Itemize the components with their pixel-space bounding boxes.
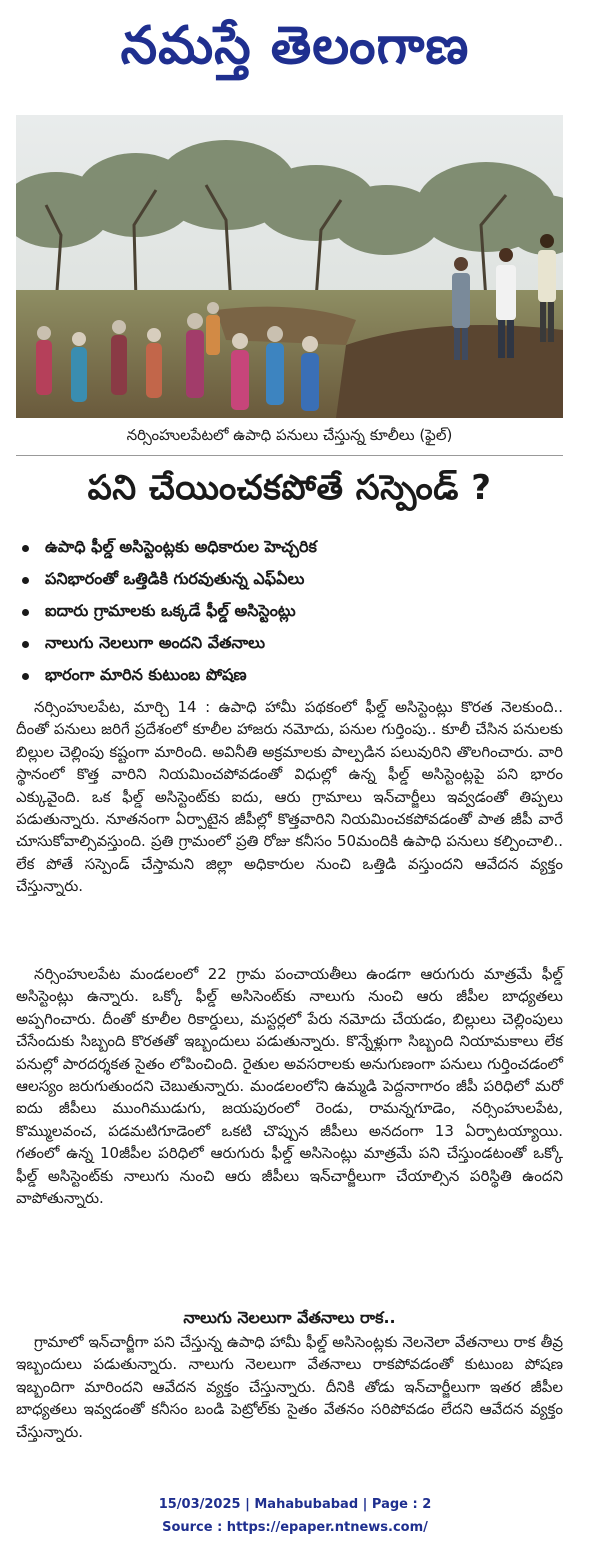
article-subheading: నాలుగు నెలలుగా వేతనాలు రాక.. — [183, 1308, 396, 1327]
bullet-icon — [22, 609, 29, 616]
bullet-item — [16, 660, 563, 692]
article-paragraph-1: నర్సింహులపేట, మార్చి 14 : ఉపాధి హామీ పథకంలో ఫీల్డ్ అసిస్టెంట్లు కొరత నెలకుంది.. దీంతో పనులు జరిగే ప్రదేశంలో కూలీల హాజరు నమోదు, పనుల గుర్తింపు.. కూలీ చేసిన పనులకు బిల్లుల చెల్లింపు కష్టంగా మారింది. అవినీతి అక్రమాలకు పాల్పడిన పలువురిని తొలగించారు. వారి స్థానంలో కొత్త వారిని నియమించపోవడంతో విధుల్లో ఉన్న ఫీల్డ్ అసిస్టెంట్లపై పని భారం ఎక్కువైంది. ఒక ఫీల్డ్ అసిస్టెంట్‌కు ఐదు, ఆరు గ్రామాలు ఇన్‌చార్జీలు ఇవ్వడంతో తిప్పలు పడుతున్నారు. నూతనంగా ఏర్పాటైన జీపీల్లో కొత్తవారిని నియమించకపోవడంతో పాత జీపీ వారే చూసుకోవాల్సివస్తుంది. ప్రతి గ్రామంలో ప్రతి రోజు కనీసం 50మందికి ఉపాధి పనులు కల్పించాలి.. లేక పోతే సస్పెండ్ చేస్తామని జిల్లా అధికారుల నుంచి ఒత్తిడి వస్తుందని ఆవేదన వ్యక్తం చేస్తున్నారు. — [16, 698, 563, 896]
article-paragraph-3: గ్రామాలో ఇన్‌చార్జీగా పని చేస్తున్న ఉపాధి హామీ ఫీల్డ్ అసిసెంట్లకు నెలనెలా వేతనాలు రాక తీవ్ర ఇబ్బందులు పడుతున్నారు. నాలుగు నెలలుగా వేతనాలు రాకపోవడంతో కుటుంబ పోషణ ఇబ్బందిగా మారిందని ఆవేదన వ్యక్తం చేస్తున్నారు. దీనికి తోడు ఇన్‌చార్జీలుగా ఇతర జీపీల బాధ్యతలు ఇవ్వడంతో కనీసం బండి పెట్రోల్‌కు సైతం వేతనం సరిపోవడం లేదని ఆవేదన వ్యక్తం చేస్తున్నారు. — [16, 1333, 563, 1441]
workers-field-photo — [16, 115, 563, 418]
masthead-title: నమస్తే తెలంగాణ — [120, 16, 470, 76]
bullet-icon — [22, 641, 29, 648]
bullet-text: నాలుగు నెలలుగా అందని వేతనాలు — [45, 632, 266, 652]
bullet-icon — [22, 673, 29, 680]
article-paragraph-2: నర్సింహులపేట మండలంలో 22 గ్రామ పంచాయతీలు ఉండగా ఆరుగురు మాత్రమే ఫీల్డ్ అసిస్టెంట్లు ఉన్నారు. ఒక్కో ఫీల్డ్ అసిసెంట్‌కు నాలుగు నుంచి ఆరు జీపీల బాధ్యతలు అప్పగించారు. దీంతో కూలీల రికార్డులు, మస్టర్లలో పేరు నమోదు చేయడం, బిల్లులు చెల్లింపులు చేసేందుకు సిబ్బంది కొరతతో ఇబ్బందులు పడుతున్నారు. కొన్నేళ్లుగా సిబ్బంది నియామకాలు లేక పనుల్లో పారదర్శకత సైతం లోపించింది. రైతుల అవసరాలకు అనుగుణంగా పనులు గుర్తించడంలో ఆలస్యం జరుగుతుందని చెబుతున్నారు. మండలంలోని ఉమ్మడి పెద్దనాగారం జీపీ పరిధిలో మరో ఐదు జీపీలు ముంగిముడుగు, జయపురంలో రెండు, రామన్నగూడెం, నర్సింహులపేట, కొమ్ములవంచ, పడమటిగూడెంలో ఒకటి చొప్పున జీపీలు అనదంగా 13 ఏర్పాటయ్యాయి. గతంలో ఉన్న 10జీపీల పరిధిలో ఆరుగురు ఫీల్డ్ అసిసెంట్లు మాత్రమే పని చేస్తుండటంతో ఒక్కో ఫీల్డ్ అసిస్టెంట్‌కు నాలుగు నుంచి ఆరు జీపీలు ఇన్‌చార్జీలుగా చేయాల్సిన పరిస్థితి ఉందని వాపోతున్నారు. — [16, 965, 563, 1208]
bullet-text: పనిభారంతో ఒత్తిడికి గురవుతున్న ఎఫ్ఏలు — [45, 568, 305, 588]
bullet-item — [16, 532, 563, 564]
bullet-item — [16, 564, 563, 596]
footer-date-edition: 15/03/2025 | Mahabubabad | Page : 2 — [158, 1497, 432, 1512]
newspaper-masthead — [0, 0, 590, 92]
bullet-text: భారంగా మారిన కుటుంబ పోషణ — [45, 664, 247, 684]
bullet-item — [16, 596, 563, 628]
photo-caption: నర్సింహులపేటలో ఉపాధి పనులు చేస్తున్న కూలీలు (ఫైల్) — [126, 426, 453, 444]
bullet-icon — [22, 545, 29, 552]
bullet-text: ఐదారు గ్రామాలకు ఒక్కడే ఫీల్డ్ అసిస్టెంట్లు — [45, 600, 296, 620]
bullet-item — [16, 628, 563, 660]
bullet-text: ఉపాధి ఫీల్డ్ అసిస్టెంట్లకు అధికారుల హెచ్చరిక — [45, 536, 317, 556]
bullet-icon — [22, 577, 29, 584]
article-headline: పని చేయించకపోతే సస్పెండ్ ? — [87, 468, 492, 508]
footer-source-link[interactable]: Source : https://epaper.ntnews.com/ — [162, 1520, 428, 1535]
highlight-bullets — [16, 532, 563, 692]
article-photo — [16, 115, 563, 418]
caption-divider — [16, 455, 563, 456]
